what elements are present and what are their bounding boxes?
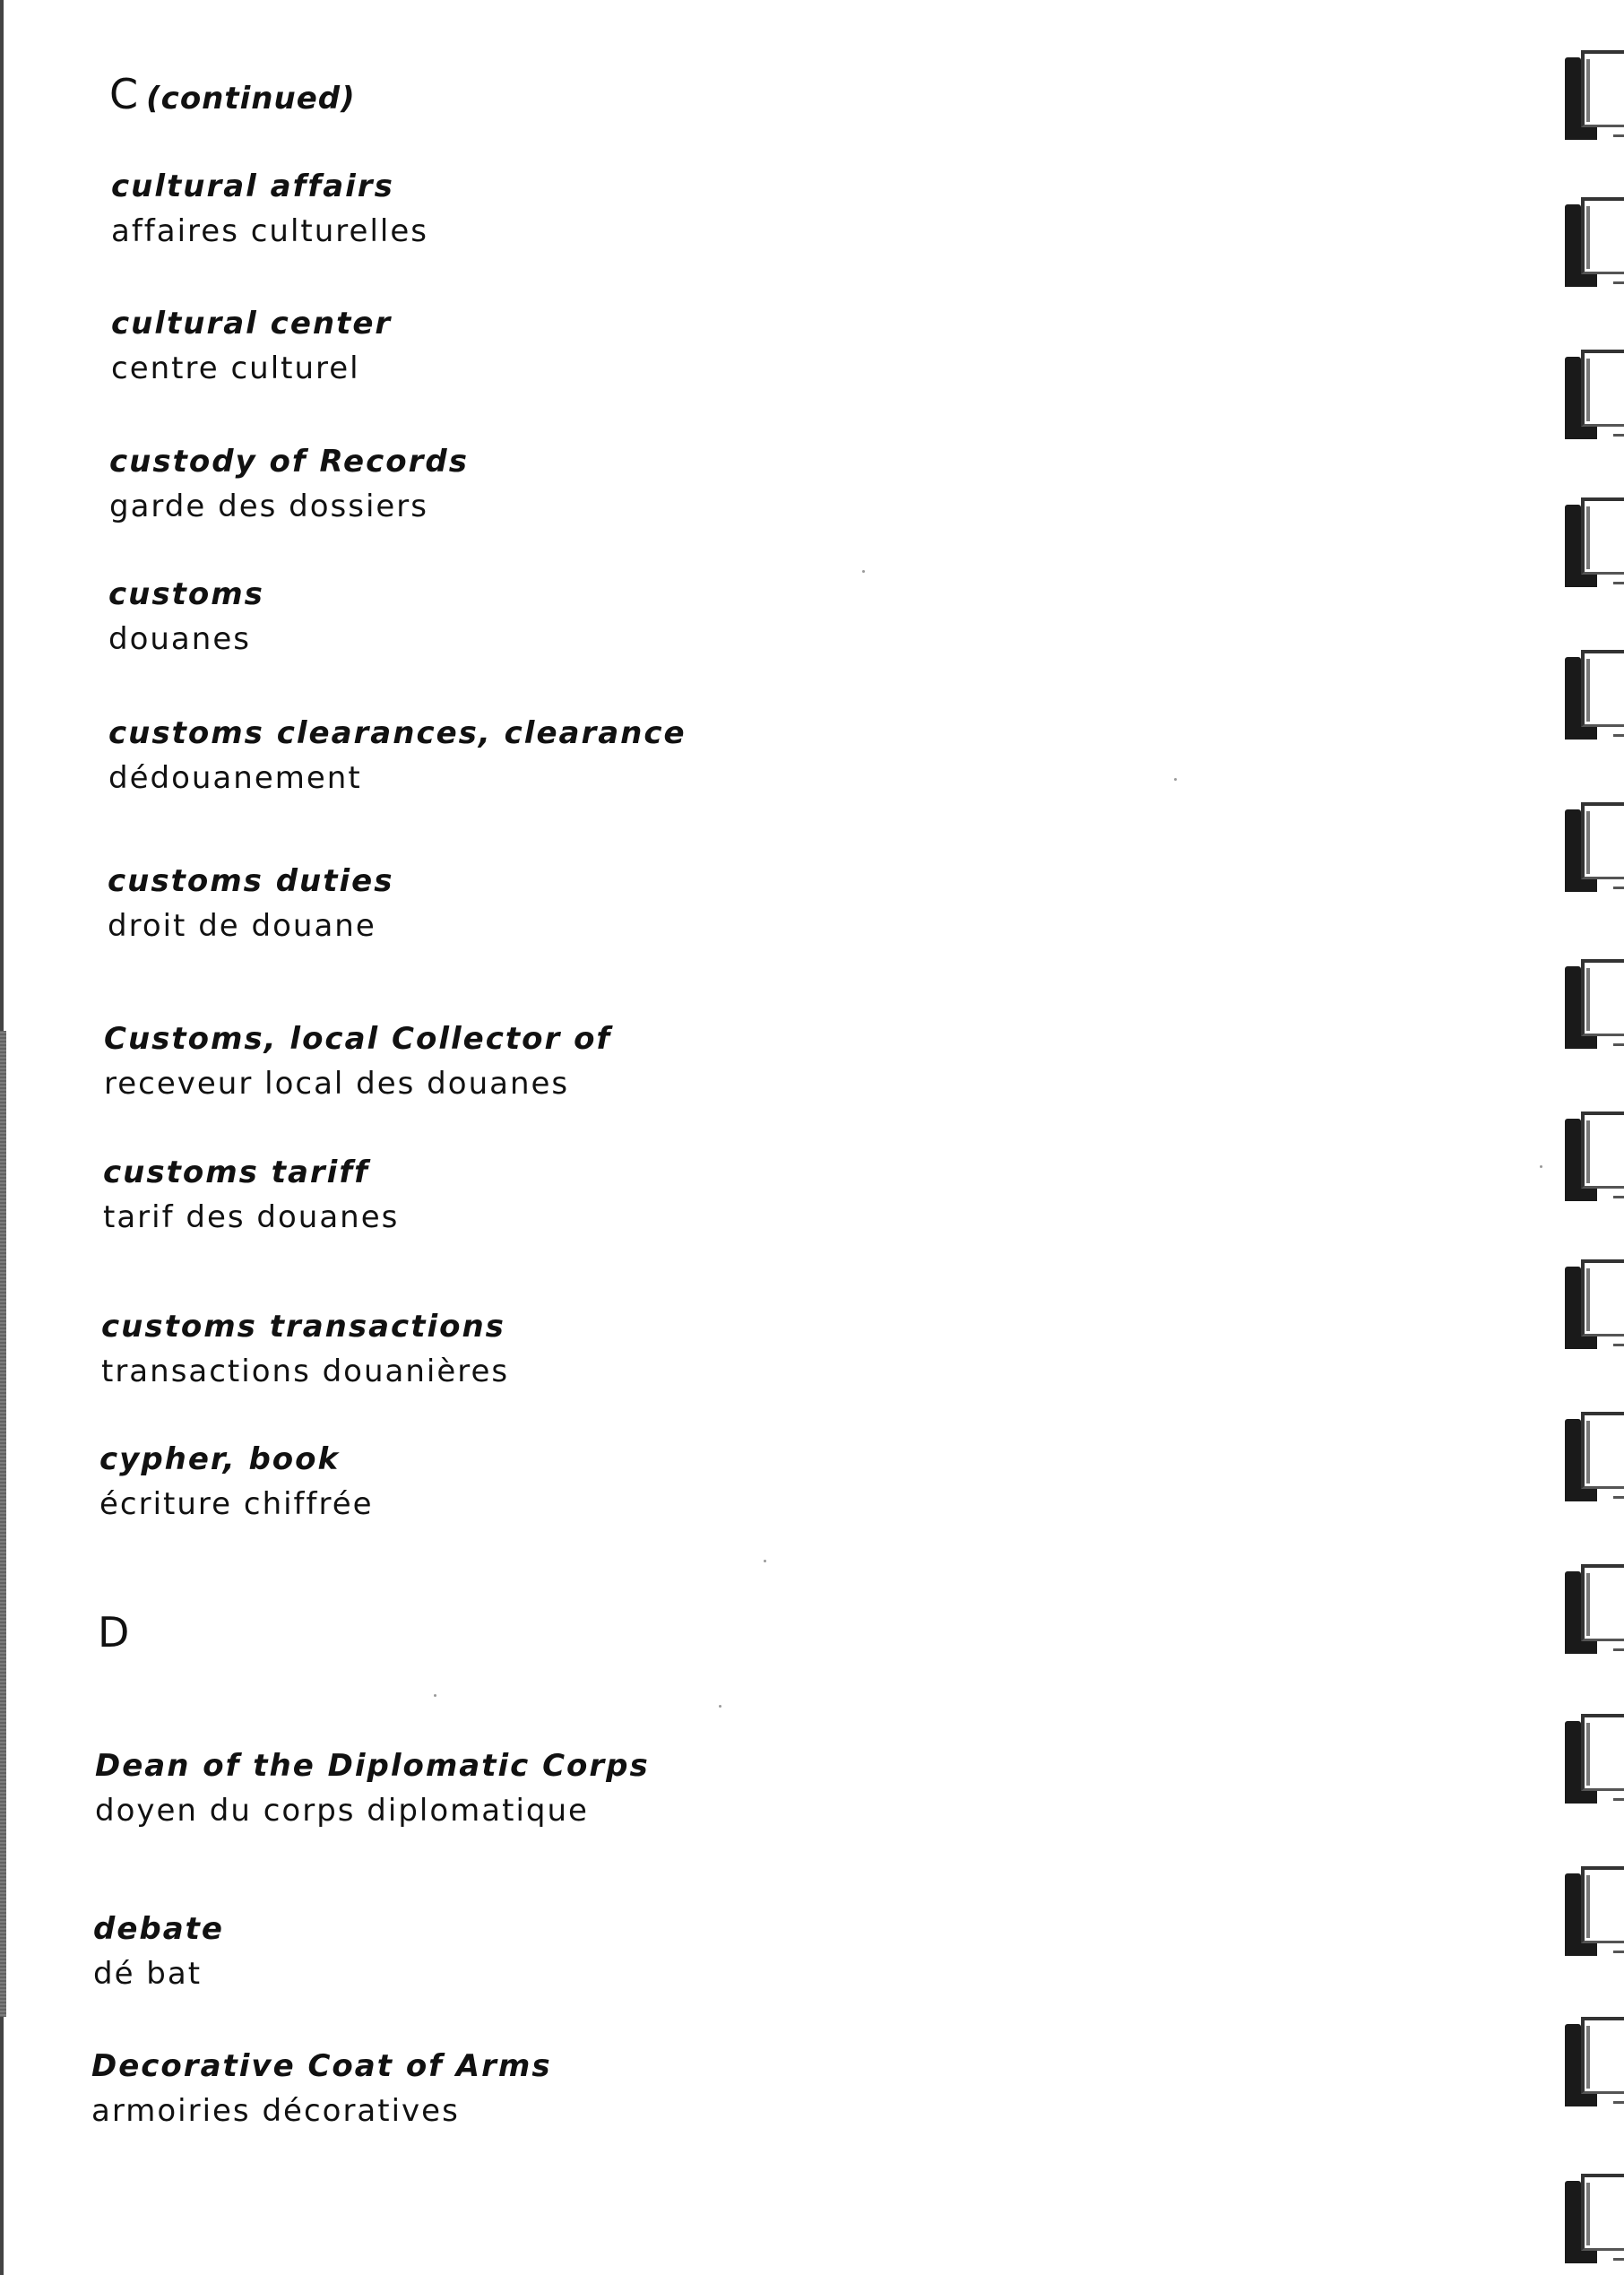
entry-translation: affaires culturelles [111,213,428,249]
binding-ring [1559,50,1624,145]
scan-speck [862,570,865,573]
glossary-entry [93,1907,224,1996]
binding-ring [1559,1564,1624,1659]
binding-ring [1559,1866,1624,1961]
entry-term: customs duties [108,863,394,899]
binding-ring [1559,197,1624,292]
entry-translation: centre culturel [111,350,360,386]
entry-term: Customs, local Collector of [104,1021,612,1057]
section-letter: D [98,1608,131,1657]
binding-ring [1559,1714,1624,1809]
glossary-entry [101,1304,509,1394]
glossary-entry [103,1150,399,1240]
entry-translation: dé bat [93,1956,203,1992]
section-heading-d [98,1608,137,1657]
entry-term: customs tariff [103,1155,369,1190]
binding-ring [1559,497,1624,593]
binding-ring [1559,1112,1624,1207]
scan-speck [719,1705,721,1708]
binding-ring [1559,1412,1624,1507]
glossary-entry [91,2044,552,2133]
entry-term: debate [93,1911,224,1947]
binding-ring [1559,650,1624,745]
scan-speck [1540,1165,1542,1168]
entry-term: custody of Records [109,444,469,480]
binding-ring [1559,2174,1624,2269]
entry-translation: receveur local des douanes [104,1066,570,1102]
entry-translation: transactions douanières [101,1354,510,1389]
entry-translation: garde des dossiers [109,489,428,524]
entry-term: cultural center [111,306,393,342]
glossary-entry [95,1743,650,1833]
entry-term: Dean of the Diplomatic Corps [95,1748,650,1784]
entry-translation: droit de douane [108,908,376,944]
scan-speck [434,1694,436,1697]
section-letter: C [109,70,140,118]
entry-translation: douanes [108,621,251,657]
entry-term: customs [108,576,264,612]
binding-ring [1559,350,1624,445]
glossary-entry [108,572,264,662]
section-note: (continued) [146,81,356,117]
scan-speck [764,1560,766,1562]
entry-translation: armoiries décoratives [91,2093,460,2129]
glossary-entry [111,301,392,391]
binding-ring [1559,1259,1624,1354]
glossary-entry [104,1016,611,1106]
glossary-entry [109,439,469,529]
glossary-entry [99,1437,374,1527]
binding-ring [1559,959,1624,1054]
glossary-entry [108,711,687,800]
entry-translation: doyen du corps diplomatique [95,1793,589,1829]
entry-term: cultural affairs [111,169,394,204]
entry-term: Decorative Coat of Arms [91,2048,552,2084]
entry-translation: dédouanement [108,760,362,796]
scan-speck [1174,778,1177,781]
spiral-binding [1559,0,1624,2275]
entry-term: cypher, book [99,1441,341,1477]
entry-translation: tarif des douanes [103,1199,400,1235]
binding-ring [1559,802,1624,897]
glossary-entry [108,859,393,948]
glossary-entry [111,164,428,254]
section-heading-c [109,70,356,118]
entry-term: customs transactions [101,1309,505,1345]
binding-ring [1559,2017,1624,2112]
entry-term: customs clearances, clearance [108,715,687,751]
entry-translation: écriture chiffrée [99,1486,374,1522]
